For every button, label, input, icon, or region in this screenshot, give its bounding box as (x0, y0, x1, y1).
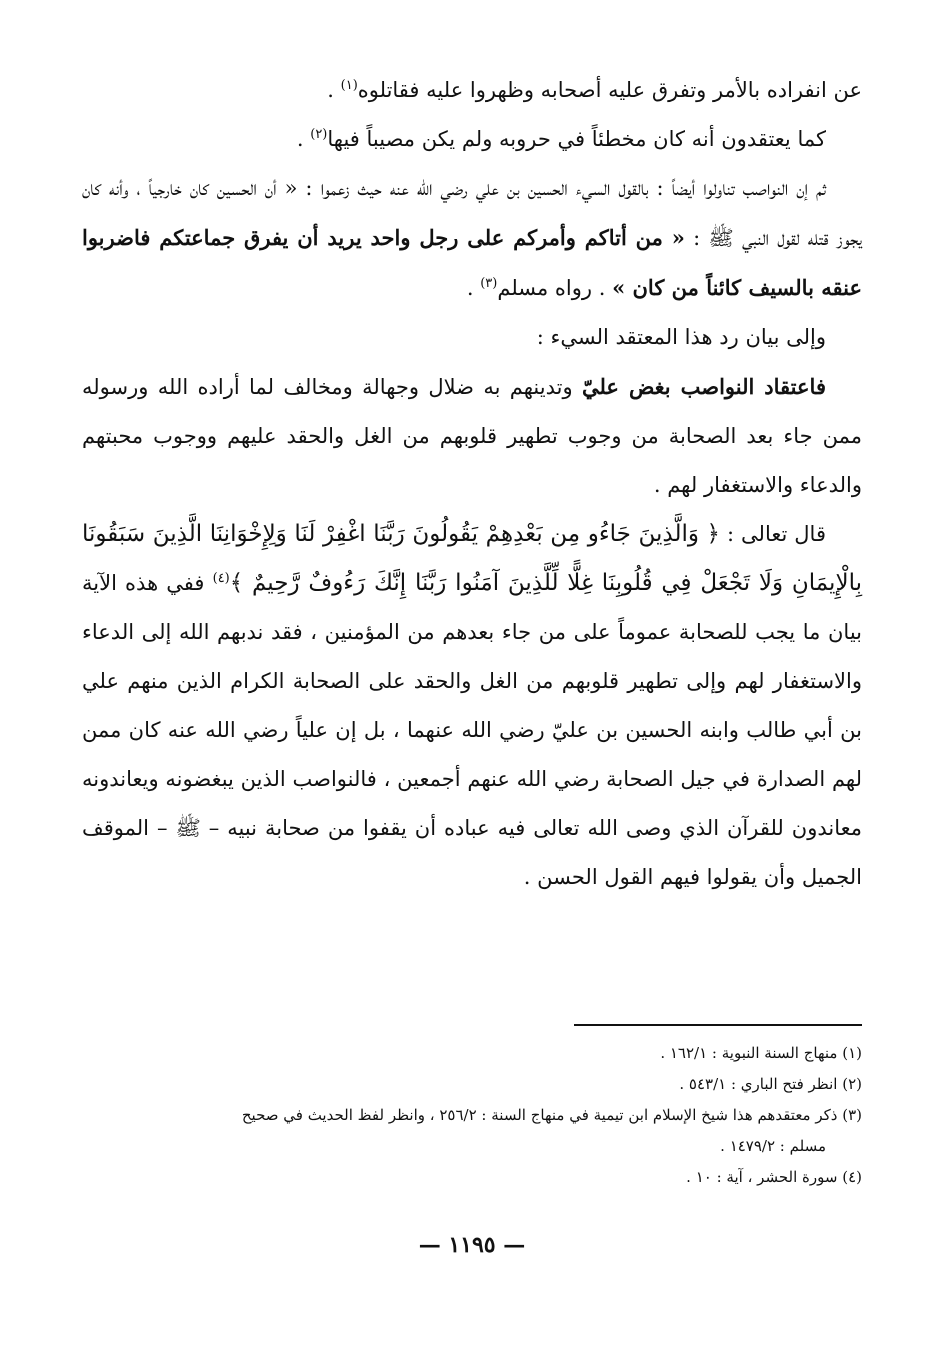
footnote-separator (574, 1024, 862, 1026)
quran-verse: ﴿ وَالَّذِينَ جَاءُو مِن بَعْدِهِمْ يَقُولُونَ رَبَّنَا اغْفِرْ لَنَا وَلِإِخْوَانِنَا الَّذِينَ سَبَقُونَا بِالْإِيمَانِ وَلَا تَجْعَلْ فِي قُلُوبِنَا غِلًّا لِّلَّذِينَ آمَنُوا رَبَّنَا إِنَّكَ رَءُوفٌ رَّحِيمٌ ﴾ (82, 521, 862, 596)
paragraph-2 (82, 115, 862, 164)
footnote-ref-1: (١) (340, 78, 358, 93)
text-segment: . (296, 127, 311, 151)
paragraph-6 (82, 510, 862, 902)
footnote-ref-3: (٣) (480, 276, 498, 291)
paragraph-3 (82, 164, 862, 313)
main-text (82, 66, 862, 902)
text-segment: قال تعالى : (720, 522, 826, 546)
footnote-1: (١) منهاج السنة النبوية : ١٦٢/١ . (660, 1044, 862, 1062)
footnote-4: (٤) سورة الحشر ، آية : ١٠ . (686, 1168, 862, 1186)
text-segment: . رواه مسلم (497, 276, 613, 300)
bold-phrase: فاعتقاد النواصب بغض عليّ (581, 374, 826, 399)
footnote-ref-2: (٢) (310, 127, 328, 142)
footnote-3-continuation: مسلم : ١٤٧٩/٢ . (720, 1137, 826, 1155)
footnote-ref-4: (٤) (212, 571, 230, 586)
hadith-quote: « من أتاكم وأمركم على رجل واحد يريد أن يفرق جماعتكم فاضربوا عنقه بالسيف كائناً من كان » (82, 225, 862, 300)
text-segment: كما يعتقدون أنه كان مخطئاً في حروبه ولم يكن مصيباً فيها (327, 127, 826, 151)
page-number: — ١١٩٥ — (418, 1232, 526, 1258)
text-segment: ففي هذه الآية بيان ما يجب للصحابة عموماً على من جاء بعدهم من المؤمنين ، فقد ندبهم الله إلى الدعاء والاستغفار لهم وإلى تطهير قلوبهم من الغل والحقد على الصحابة الكرام الذين منهم علي بن أبي طالب وابنه الحسين بن عليّ رضي الله عنهما ، بل إن علياً رضي الله عنه كان ممن لهم الصدارة في جيل الصحابة رضي الله عنهم أجمعين ، فالنواصب الذين يبغضونه ويعاندونه معاندون للقرآن الذي وصى الله تعالى فيه عباده أن يقفوا من صحابة نبيه – ﷺ – الموقف الجميل وأن يقولوا فيهم القول الحسن . (82, 571, 862, 889)
footnotes (82, 1038, 862, 1193)
paragraph-4 (82, 313, 862, 362)
text-segment: وتدينهم به ضلال وجهالة ومخالف لما أراده الله ورسوله ممن جاء بعد الصحابة من وجوب تطهير قلوبهم من الغل والحقد عليهم ووجوب محبتهم والدعاء والاستغفار لهم . (82, 375, 862, 497)
footnote-3: (٣) ذكر معتقدهم هذا شيخ الإسلام ابن تيمية في منهاج السنة : ٢٥٦/٢ ، وانظر لفظ الحديث في صحيح (241, 1106, 862, 1124)
text-segment: وإلى بيان رد هذا المعتقد السيء : (536, 325, 826, 349)
footnote-2: (٢) انظر فتح الباري : ٥٤٣/١ . (679, 1075, 862, 1093)
text-segment: عن انفراده بالأمر وتفرق عليه أصحابه وظهروا عليه فقاتلوه (357, 78, 862, 102)
paragraph-1 (82, 66, 862, 115)
text-segment: ثم إن النواصب تناولوا أيضاً : بالقول السيء الحسين بن علي رضي الله عنه حيث زعموا : « أن الحسين كان خارجياً ، وأنه كان يجوز قتله لقول النبي ﷺ : (82, 176, 862, 250)
paragraph-5 (82, 362, 862, 510)
text-segment: . (327, 78, 341, 102)
text-segment: . (466, 276, 481, 300)
